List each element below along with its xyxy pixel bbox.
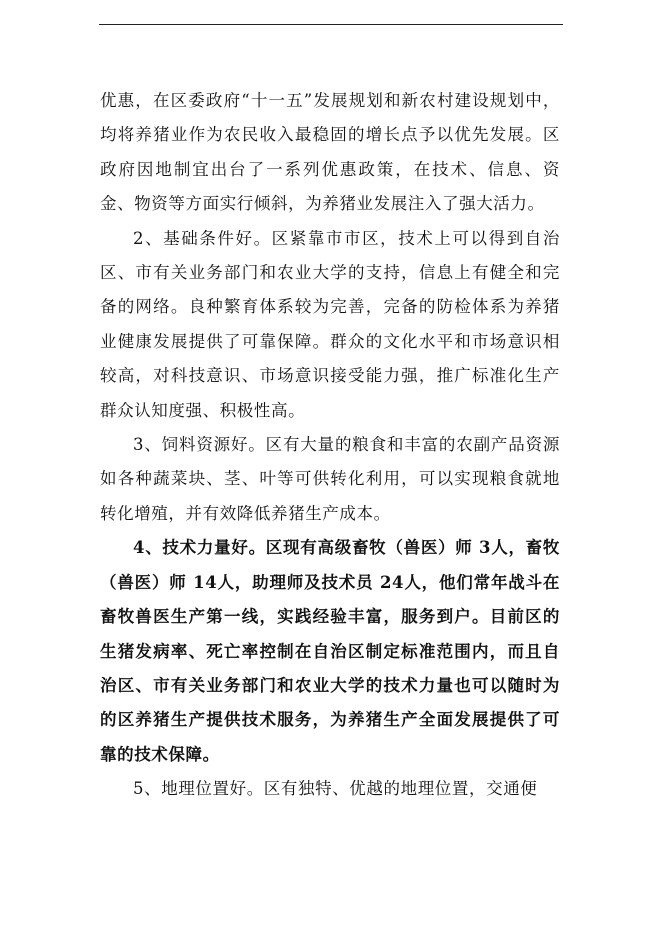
paragraph-infrastructure: 2、基础条件好。区紧靠市市区，技术上可以得到自治区、市有关业务部门和农业大学的支持，信息上有健全和完备的网络。良种繁育体系较为完善，完备的防检体系为养猪业健康发展提供了可靠保障。群众的文化水平和市场意识相较高，对科技意识、市场意识接受能力强，推广标准化生产群众认知度强、积极性高。 (100, 228, 560, 420)
paragraph-technical-strength: 4、技术力量好。区现有高级畜牧（兽医）师 3人，畜牧（兽医）师 14人，助理师及技术员 24人，他们常年战斗在畜牧兽医生产第一线，实践经验丰富，服务到户。目前区的生猪发病率、死亡率控制在自治区制定标准范围内，而且自治区、市有关业务部门和农业大学的技术力量也可以随时为的区养猪生产提供技术服务，为养猪生产全面发展提供了可靠的技术保障。 (100, 538, 560, 764)
paragraph-geography: 5、地理位置好。区有独特、优越的地理位置，交通便 (133, 779, 538, 799)
paragraph-continuation: 优惠，在区委政府“十一五”发展规划和新农村建设规划中，均将养猪业作为农民收入最稳固的增长点予以优先发展。区政府因地制宜出台了一系列优惠政策，在技术、信息、资金、物资等方面实行倾斜，为养猪业发展注入了强大活力。 (100, 91, 560, 214)
document-body (100, 84, 560, 807)
paragraph-feed-resources: 3、饲料资源好。区有大量的粮食和丰富的农副产品资源如各种蔬菜块、茎、叶等可供转化利用，可以实现粮食就地转化增殖，并有效降低养猪生产成本。 (100, 435, 560, 523)
header-rule (99, 24, 563, 25)
